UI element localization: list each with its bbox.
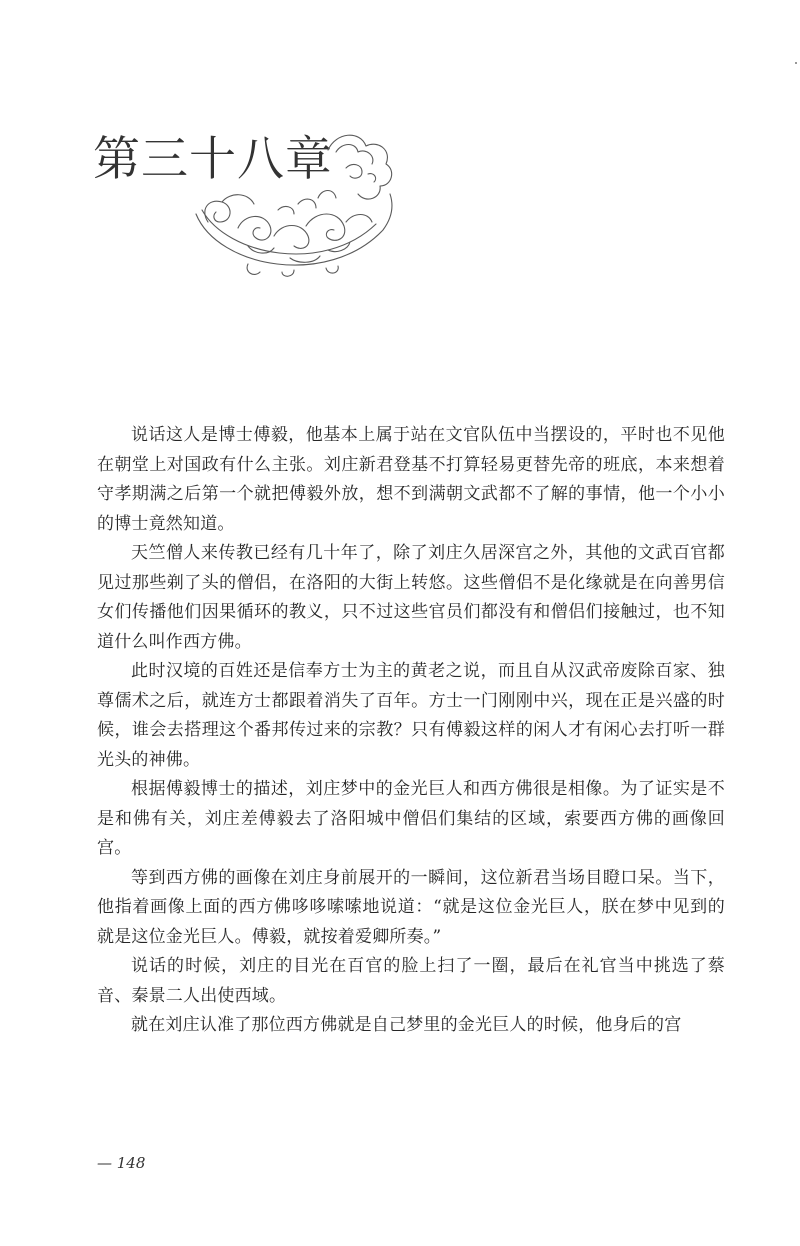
paragraph: 根据傅毅博士的描述，刘庄梦中的金光巨人和西方佛很是相像。为了证实是不是和佛有关，刘庄差傅毅去了洛阳城中僧侣们集结的区域，索要西方佛的画像回宫。 (97, 779, 725, 858)
paragraph: 天竺僧人来传教已经有几十年了，除了刘庄久居深宫之外，其他的文武百官都见过那些剃了头的僧侣，在洛阳的大街上转悠。这些僧侣不是化缘就是在向善男信女们传播他们因果循环的教义，只不过这些官员们都没有和僧侣们接触过，也不知道什么叫作西方佛。 (97, 543, 725, 652)
page-number: — 148 (97, 1154, 146, 1172)
paragraph: 就在刘庄认准了那位西方佛就是自己梦里的金光巨人的时候，他身后的宫 (131, 1015, 682, 1035)
paragraph: 等到西方佛的画像在刘庄身前展开的一瞬间，这位新君当场目瞪口呆。当下，他指着画像上面的西方佛哆哆嗦嗦地说道：“就是这位金光巨人，朕在梦中见到的就是这位金光巨人。傅毅，就按着爱卿所奏。” (97, 867, 725, 947)
scan-speck (795, 62, 797, 64)
chapter-title: 第三十八章 (93, 132, 333, 187)
chapter-body (97, 421, 725, 1041)
paragraph: 说话的时候，刘庄的目光在百官的脸上扫了一圈，最后在礼官当中挑选了蔡音、秦景二人出使西域。 (97, 956, 725, 1006)
auspicious-cloud-ornament-icon (178, 118, 398, 278)
paragraph: 此时汉境的百姓还是信奉方士为主的黄老之说，而且自从汉武帝废除百家、独尊儒术之后，就连方士都跟着消失了百年。方士一门刚刚中兴，现在正是兴盛的时候，谁会去搭理这个番邦传过来的宗教？只有傅毅这样的闲人才有闲心去打听一群光头的神佛。 (97, 661, 725, 770)
paragraph: 说话这人是博士傅毅，他基本上属于站在文官队伍中当摆设的，平时也不见他在朝堂上对国政有什么主张。刘庄新君登基不打算轻易更替先帝的班底，本来想着守孝期满之后第一个就把傅毅外放，想不到满朝文武都不了解的事情，他一个小小的博士竟然知道。 (97, 425, 725, 534)
